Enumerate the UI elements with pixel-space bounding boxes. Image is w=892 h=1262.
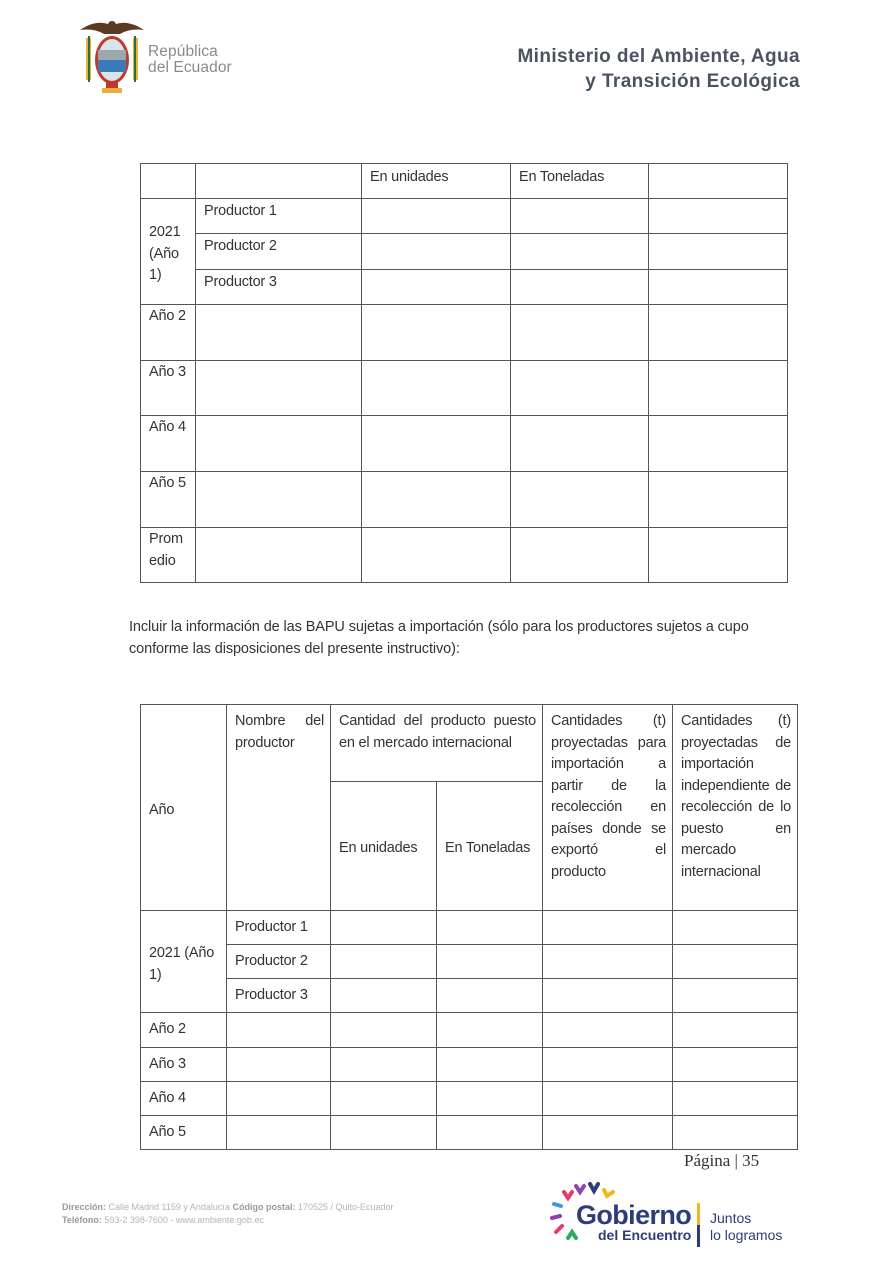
table-cell[interactable] bbox=[196, 361, 362, 416]
ministry-title bbox=[517, 44, 800, 94]
table-cell[interactable] bbox=[437, 1082, 543, 1116]
year-label: 2021 (Año 1) bbox=[141, 911, 227, 1013]
slogan bbox=[710, 1210, 782, 1244]
table-cell[interactable] bbox=[196, 528, 362, 583]
table-cell[interactable] bbox=[511, 472, 649, 528]
table-cell bbox=[141, 164, 196, 199]
table-row bbox=[141, 979, 798, 1013]
table-cell[interactable] bbox=[196, 416, 362, 472]
table-cell[interactable] bbox=[227, 1013, 331, 1048]
table-header-row bbox=[141, 164, 788, 199]
table-cell[interactable] bbox=[673, 1048, 798, 1082]
column-header-producer-name: Nombre del productor bbox=[227, 705, 331, 911]
table-cell[interactable] bbox=[649, 528, 788, 583]
table-cell[interactable] bbox=[649, 472, 788, 528]
column-header-projected-from-collection: Cantidades (t) proyectadas para importación a partir de la recolección en países donde se exportó el producto bbox=[543, 705, 673, 911]
year-label: Año 5 bbox=[141, 1116, 227, 1150]
table-cell[interactable] bbox=[511, 270, 649, 305]
column-header-tons: En Toneladas bbox=[511, 164, 649, 199]
table-cell[interactable] bbox=[331, 1116, 437, 1150]
table-cell[interactable] bbox=[227, 1048, 331, 1082]
phone-value: 593-2 398-7600 - www.ambiente.gob.ec bbox=[104, 1215, 264, 1225]
table-cell[interactable] bbox=[331, 945, 437, 979]
table-cell[interactable] bbox=[673, 911, 798, 945]
table-cell[interactable] bbox=[362, 270, 511, 305]
table-cell[interactable] bbox=[543, 911, 673, 945]
table-row bbox=[141, 1116, 798, 1150]
table-cell[interactable] bbox=[362, 528, 511, 583]
year-label: Año 2 bbox=[141, 1013, 227, 1048]
year-label: Año 4 bbox=[141, 1082, 227, 1116]
table-cell[interactable] bbox=[673, 1013, 798, 1048]
table-cell[interactable] bbox=[649, 234, 788, 270]
logo-line-1: República bbox=[148, 43, 218, 60]
producer-label: Productor 1 bbox=[227, 911, 331, 945]
year-label: Año 3 bbox=[141, 1048, 227, 1082]
table-row bbox=[141, 234, 788, 270]
table-cell[interactable] bbox=[437, 1013, 543, 1048]
table-cell[interactable] bbox=[673, 979, 798, 1013]
table-cell[interactable] bbox=[362, 199, 511, 234]
phone-label: Teléfono: bbox=[62, 1215, 102, 1225]
gobierno-logo-sub: del Encuentro bbox=[598, 1227, 692, 1243]
column-header-units: En unidades bbox=[331, 782, 437, 911]
year-label: 2021 (Año 1) bbox=[141, 199, 196, 305]
logo-divider bbox=[697, 1203, 700, 1247]
table-cell[interactable] bbox=[649, 270, 788, 305]
year-label: Año 2 bbox=[141, 305, 196, 361]
ministry-line-2: y Transición Ecológica bbox=[585, 71, 800, 92]
table-cell[interactable] bbox=[437, 945, 543, 979]
table-cell[interactable] bbox=[543, 979, 673, 1013]
table-cell[interactable] bbox=[511, 528, 649, 583]
table-cell[interactable] bbox=[649, 199, 788, 234]
table-cell[interactable] bbox=[543, 1116, 673, 1150]
average-label: Promedio bbox=[141, 528, 196, 583]
table-cell[interactable] bbox=[511, 361, 649, 416]
page-number: Página | 35 bbox=[684, 1151, 760, 1170]
address-value: Calle Madrid 1159 y Andalucía bbox=[108, 1202, 230, 1212]
producer-label: Productor 3 bbox=[196, 270, 362, 305]
table-row bbox=[141, 199, 788, 234]
table-cell[interactable] bbox=[227, 1116, 331, 1150]
phone-line bbox=[62, 1214, 394, 1227]
table-row bbox=[141, 911, 798, 945]
table-row bbox=[141, 945, 798, 979]
table-row bbox=[141, 1013, 798, 1048]
year-label: Año 3 bbox=[141, 361, 196, 416]
instruction-paragraph: Incluir la información de las BAPU sujetas a importación (sólo para los productores sujetos a cupo conforme las disposiciones del presente instructivo): bbox=[129, 619, 749, 657]
table-header-row bbox=[141, 705, 798, 782]
table-cell[interactable] bbox=[437, 1116, 543, 1150]
address-line bbox=[62, 1201, 394, 1214]
table-cell[interactable] bbox=[543, 1082, 673, 1116]
producer-label: Productor 1 bbox=[196, 199, 362, 234]
table-cell bbox=[649, 164, 788, 199]
postal-value: 170525 / Quito-Ecuador bbox=[297, 1202, 394, 1212]
year-label: Año 4 bbox=[141, 416, 196, 472]
table-cell[interactable] bbox=[673, 1116, 798, 1150]
table-cell[interactable] bbox=[331, 979, 437, 1013]
table-cell[interactable] bbox=[543, 1013, 673, 1048]
column-header-units: En unidades bbox=[362, 164, 511, 199]
table-cell[interactable] bbox=[362, 416, 511, 472]
table-cell[interactable] bbox=[511, 416, 649, 472]
address-label: Dirección: bbox=[62, 1202, 107, 1212]
logo-line-2: del Ecuador bbox=[148, 59, 232, 76]
table-cell[interactable] bbox=[331, 911, 437, 945]
table-cell[interactable] bbox=[543, 1048, 673, 1082]
ecuador-coat-of-arms-icon bbox=[78, 16, 146, 96]
year-label: Año 5 bbox=[141, 472, 196, 528]
imports-projection-table bbox=[140, 704, 798, 1150]
postal-label: Código postal: bbox=[232, 1202, 296, 1212]
table-row bbox=[141, 270, 788, 305]
table-row bbox=[141, 528, 788, 583]
table-cell[interactable] bbox=[331, 1082, 437, 1116]
table-cell[interactable] bbox=[673, 945, 798, 979]
slogan-line-2: lo logramos bbox=[710, 1227, 783, 1243]
table-row bbox=[141, 1082, 798, 1116]
producer-label: Productor 3 bbox=[227, 979, 331, 1013]
column-header-year: Año bbox=[141, 705, 227, 911]
table-cell[interactable] bbox=[511, 305, 649, 361]
producer-label: Productor 2 bbox=[227, 945, 331, 979]
table-cell[interactable] bbox=[649, 361, 788, 416]
table-cell[interactable] bbox=[362, 305, 511, 361]
table-row bbox=[141, 1048, 798, 1082]
table-cell[interactable] bbox=[196, 305, 362, 361]
table-cell[interactable] bbox=[331, 1013, 437, 1048]
table-cell[interactable] bbox=[196, 472, 362, 528]
column-header-tons: En Toneladas bbox=[437, 782, 543, 911]
ministry-line-1: Ministerio del Ambiente, Agua bbox=[517, 46, 800, 67]
column-header-quantity-international: Cantidad del producto puesto en el mercado internacional bbox=[331, 705, 543, 782]
table-cell[interactable] bbox=[543, 945, 673, 979]
table-cell[interactable] bbox=[649, 416, 788, 472]
table-cell[interactable] bbox=[673, 1082, 798, 1116]
republica-del-ecuador-logo-text bbox=[148, 44, 232, 76]
table-cell[interactable] bbox=[362, 361, 511, 416]
gobierno-logo-word: Gobierno bbox=[576, 1200, 692, 1230]
table-cell[interactable] bbox=[649, 305, 788, 361]
table-row bbox=[141, 472, 788, 528]
footer-address bbox=[62, 1201, 394, 1227]
table-cell bbox=[196, 164, 362, 199]
table-row bbox=[141, 361, 788, 416]
table-row bbox=[141, 416, 788, 472]
table-cell[interactable] bbox=[437, 979, 543, 1013]
table-cell[interactable] bbox=[362, 234, 511, 270]
producer-label: Productor 2 bbox=[196, 234, 362, 270]
table-cell[interactable] bbox=[437, 911, 543, 945]
slogan-line-1: Juntos bbox=[710, 1210, 752, 1226]
table-cell[interactable] bbox=[362, 472, 511, 528]
producers-quantity-table bbox=[140, 163, 788, 583]
table-cell[interactable] bbox=[511, 234, 649, 270]
table-cell[interactable] bbox=[437, 1048, 543, 1082]
table-cell[interactable] bbox=[511, 199, 649, 234]
table-cell[interactable] bbox=[331, 1048, 437, 1082]
table-row bbox=[141, 305, 788, 361]
table-cell[interactable] bbox=[227, 1082, 331, 1116]
column-header-projected-independent: Cantidades (t) proyectadas de importación independiente de recolección de lo puesto en mercado internacional bbox=[673, 705, 798, 911]
